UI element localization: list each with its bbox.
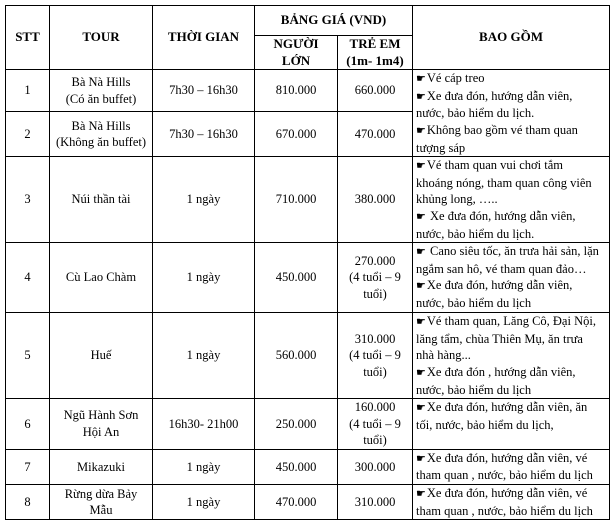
header-includes: BAO GỒM (413, 6, 610, 70)
includes-cell (413, 313, 610, 399)
child-price-cell (338, 70, 413, 112)
time-cell: 1 ngày (153, 313, 255, 399)
stt-cell: 8 (6, 485, 50, 520)
header-adult-line1: NGƯỜI (273, 36, 319, 51)
includes-text: tượng sáp (416, 140, 466, 155)
child-price-line: (4 tuổi – 9 (349, 270, 401, 285)
header-tour: TOUR (50, 6, 153, 70)
includes-line (416, 417, 606, 434)
includes-line (416, 485, 606, 503)
stt-cell: 7 (6, 449, 50, 484)
tour-price-table (5, 5, 610, 520)
pointing-hand-icon: ☛ (416, 210, 426, 223)
adult-price-cell: 810.000 (255, 70, 338, 112)
pointing-hand-icon: ☛ (416, 452, 426, 465)
includes-text: ngắm san hô, vé tham quan đảo… (416, 261, 587, 276)
child-price-cell (338, 112, 413, 157)
child-price-line: 160.000 (354, 400, 396, 415)
table-row (6, 449, 610, 484)
child-price-line: 660.000 (354, 83, 396, 98)
time-cell: 16h30- 21h00 (153, 399, 255, 450)
includes-line (416, 399, 606, 417)
header-time: THỜI GIAN (153, 6, 255, 70)
tour-name-cell (50, 112, 153, 157)
child-price-cell (338, 399, 413, 450)
stt-cell: 5 (6, 313, 50, 399)
adult-price-cell: 450.000 (255, 449, 338, 484)
includes-line (416, 261, 606, 278)
includes-text: tham quan , nước, bảo hiểm du lịch (416, 503, 593, 518)
child-price-cell (338, 157, 413, 243)
child-price-line: tuổi) (363, 433, 387, 448)
stt-cell: 1 (6, 70, 50, 112)
includes-text: Xe đưa đón, hướng dẫn viên, (426, 88, 573, 103)
header-adult-line2: LỚN (281, 52, 311, 68)
includes-text: Xe đưa đón, hướng dẫn viên, (426, 208, 576, 223)
table-row (6, 399, 610, 450)
includes-text: Xe đưa đón, hướng dẫn viên, vé (426, 450, 588, 465)
pointing-hand-icon: ☛ (416, 90, 426, 103)
time-cell: 1 ngày (153, 449, 255, 484)
includes-text: nước, bảo hiểm du lịch. (416, 106, 535, 121)
includes-line (416, 105, 606, 122)
includes-text: tối, nước, bảo hiểm du lịch, (416, 417, 554, 432)
includes-text: lăng tẩm, chùa Thiên Mụ, ăn trưa (416, 331, 583, 346)
includes-cell (413, 157, 610, 243)
pointing-hand-icon: ☛ (416, 124, 426, 137)
tour-name-line: Mikazuki (77, 459, 125, 474)
header-child (338, 36, 413, 70)
table-row (6, 313, 610, 399)
child-price-line: (4 tuổi – 9 (349, 416, 401, 431)
table-row (6, 243, 610, 313)
includes-line (416, 88, 606, 106)
adult-price-cell: 470.000 (255, 485, 338, 520)
includes-text: Xe đưa đón, hướng dẫn viên, (426, 278, 573, 293)
includes-line (416, 277, 606, 295)
includes-line (416, 140, 606, 157)
includes-line (416, 313, 606, 331)
pointing-hand-icon: ☛ (416, 316, 426, 329)
includes-line (416, 450, 606, 468)
includes-cell (413, 70, 610, 157)
child-price-line: tuổi) (363, 364, 387, 379)
child-price-line: 310.000 (354, 494, 396, 509)
includes-line (416, 331, 606, 348)
child-price-line: tuổi) (363, 286, 387, 301)
tour-name-line: (Có ăn buffet) (65, 91, 137, 106)
includes-line (416, 382, 606, 399)
includes-line (416, 347, 606, 364)
table-row (6, 157, 610, 243)
header-price-group: BẢNG GIÁ (VND) (255, 6, 413, 36)
child-price-line: 300.000 (354, 459, 396, 474)
pointing-hand-icon: ☛ (416, 246, 426, 259)
table-row (6, 70, 610, 112)
tour-name-cell (50, 449, 153, 484)
child-price-line: 310.000 (354, 331, 396, 346)
includes-line (416, 191, 606, 208)
includes-text: Vé tham quan, Lăng Cô, Đại Nội, (426, 314, 596, 329)
includes-text: Vé cáp treo (426, 71, 485, 86)
stt-cell: 3 (6, 157, 50, 243)
pointing-hand-icon: ☛ (416, 160, 426, 173)
adult-price-cell: 670.000 (255, 112, 338, 157)
includes-text: khoáng nóng, tham quan công viên (416, 175, 592, 190)
table-row (6, 485, 610, 520)
tour-name-line: Bà Nà Hills (71, 75, 131, 90)
includes-text: khủng long, ….. (416, 192, 498, 207)
pointing-hand-icon: ☛ (416, 366, 426, 379)
child-price-cell (338, 313, 413, 399)
includes-text: tham quan , nước, bảo hiểm du lịch (416, 468, 593, 483)
tour-name-cell (50, 399, 153, 450)
tour-name-line: Huế (90, 348, 112, 363)
tour-name-line: Cù Lao Chàm (65, 270, 137, 285)
adult-price-cell: 710.000 (255, 157, 338, 243)
includes-line (416, 226, 606, 243)
includes-cell (413, 243, 610, 313)
includes-text: Không bao gồm vé tham quan (426, 122, 578, 137)
includes-text: Xe đưa đón, hướng dẫn viên, ăn (426, 400, 588, 415)
adult-price-cell: 450.000 (255, 243, 338, 313)
adult-price-cell: 560.000 (255, 313, 338, 399)
child-price-line: 470.000 (354, 126, 396, 141)
stt-cell: 4 (6, 243, 50, 313)
child-price-cell (338, 485, 413, 520)
time-cell: 1 ngày (153, 243, 255, 313)
child-price-cell (338, 449, 413, 484)
header-adult (255, 36, 338, 70)
includes-cell (413, 399, 610, 450)
header-child-line1: TRẺ EM (349, 36, 401, 51)
pointing-hand-icon: ☛ (416, 73, 426, 86)
includes-line (416, 157, 606, 175)
includes-text: Cano siêu tốc, ăn trưa hải sản, lặn (426, 244, 599, 259)
child-price-line: (4 tuổi – 9 (349, 348, 401, 363)
time-cell: 1 ngày (153, 485, 255, 520)
tour-name-line: (Không ăn buffet) (55, 135, 147, 150)
tour-name-line: Rừng dừa Bảy (64, 486, 138, 501)
child-price-cell (338, 243, 413, 313)
includes-text: Xe đưa đón , hướng dẫn viên, (426, 364, 576, 379)
tour-name-cell (50, 243, 153, 313)
time-cell: 7h30 – 16h30 (153, 70, 255, 112)
tour-name-line: Mẫu (89, 503, 113, 518)
includes-line (416, 208, 606, 226)
pointing-hand-icon: ☛ (416, 488, 426, 501)
includes-text: nhà hàng... (416, 348, 471, 363)
tour-name-line: Bà Nà Hills (71, 118, 131, 133)
tour-name-line: Hội An (82, 424, 120, 439)
includes-line (416, 364, 606, 382)
tour-name-cell (50, 313, 153, 399)
includes-line (416, 70, 606, 88)
includes-text: Xe đưa đón, hướng dẫn viên, vé (426, 486, 588, 501)
includes-line (416, 122, 606, 140)
tour-name-cell (50, 157, 153, 243)
stt-cell: 6 (6, 399, 50, 450)
header-child-line2: (1m- 1m4) (346, 52, 404, 68)
tour-name-cell (50, 485, 153, 520)
pointing-hand-icon: ☛ (416, 280, 426, 293)
tour-name-line: Ngũ Hành Sơn (63, 408, 139, 423)
includes-text: nước, bảo hiểm du lịch (416, 295, 532, 310)
adult-price-cell: 250.000 (255, 399, 338, 450)
time-cell: 1 ngày (153, 157, 255, 243)
tour-name-line: Núi thần tài (71, 192, 131, 207)
pointing-hand-icon: ☛ (416, 402, 426, 415)
child-price-line: 380.000 (354, 192, 396, 207)
header-stt: STT (6, 6, 50, 70)
includes-line (416, 467, 606, 484)
tour-name-cell (50, 70, 153, 112)
includes-text: Vé tham quan vui chơi tắm (426, 158, 563, 173)
includes-cell (413, 449, 610, 484)
includes-line (416, 295, 606, 312)
includes-line (416, 503, 606, 520)
includes-cell (413, 485, 610, 520)
table-body (6, 70, 610, 520)
stt-cell: 2 (6, 112, 50, 157)
includes-line (416, 175, 606, 192)
includes-text: nước, bảo hiểm du lịch (416, 382, 532, 397)
includes-line (416, 243, 606, 261)
time-cell: 7h30 – 16h30 (153, 112, 255, 157)
includes-text: nước, bảo hiểm du lịch. (416, 226, 535, 241)
child-price-line: 270.000 (354, 253, 396, 268)
